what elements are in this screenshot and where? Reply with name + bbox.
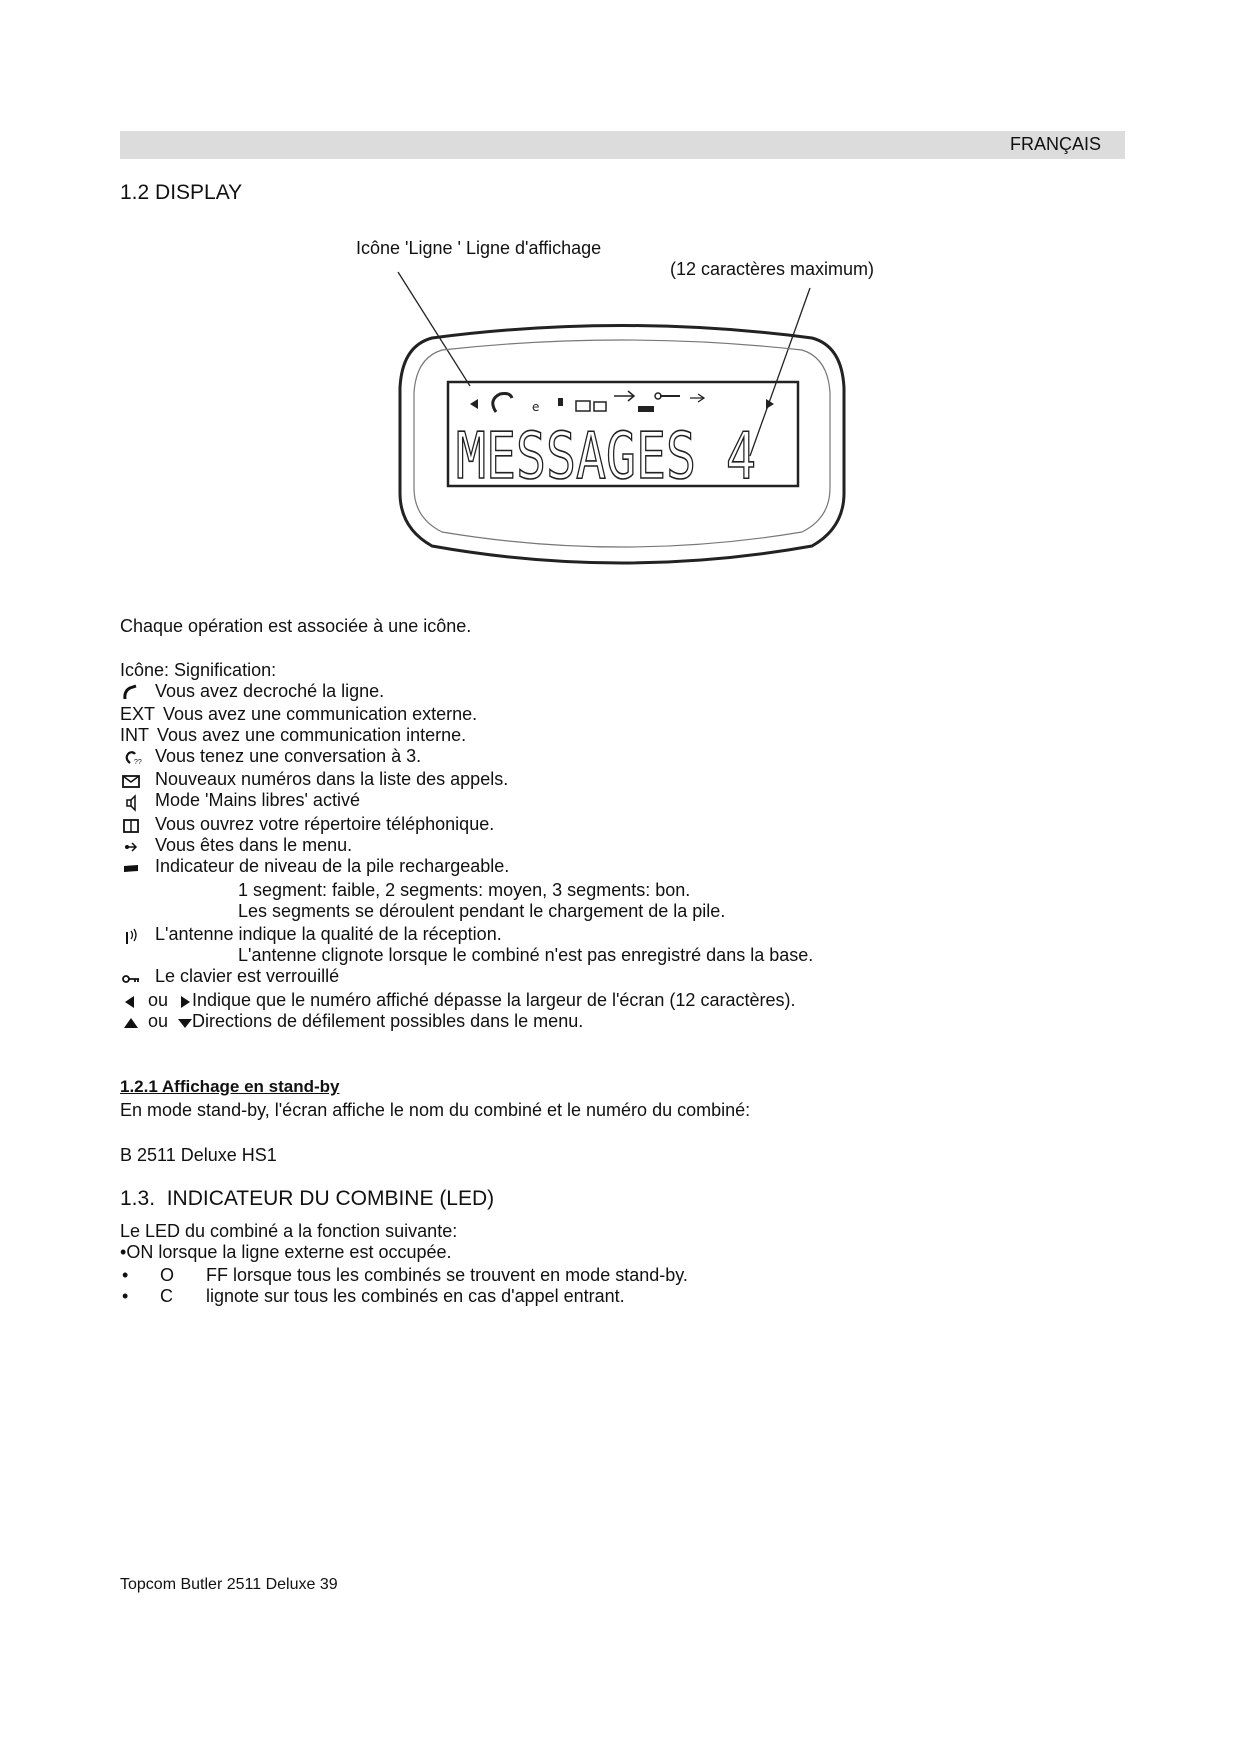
standby-text: En mode stand-by, l'écran affiche le nom du combiné et le numéro du combiné: [120,1100,751,1120]
bullet-mark: • [122,1286,129,1306]
led-bullet-text: ON lorsque la ligne externe est occupée. [126,1242,452,1262]
lcd-menu-arrow-icon [614,391,634,401]
int-label: INT [120,725,149,745]
section-title-display: 1.2 DISPLAY [120,181,243,204]
led-bullet-text: lignote sur tous les combinés en cas d'appel entrant. [206,1286,625,1306]
ou-text: ou [148,990,169,1010]
page-footer: Topcom Butler 2511 Deluxe 39 [120,1576,338,1593]
ou-text: ou [148,1011,169,1031]
lcd-text-line: MESSAGES 4 [456,420,756,494]
icon-meaning: Vous êtes dans le menu. [155,835,353,855]
left-arrow-icon [121,992,141,1012]
antenna-detail: L'antenne clignote lorsque le combiné n'est pas enregistré dans la base. [238,945,814,965]
intro-text: Chaque opération est associée à une icône. [120,616,472,636]
icon-meaning: Mode 'Mains libres' activé [155,790,360,810]
icon-meaning: L'antenne indique la qualité de la réception. [155,924,502,944]
language-header-bar [120,131,1125,159]
led-bullet-letter: O [160,1265,175,1285]
icon-heading: Icône: Signification: [120,660,277,680]
subsection-title-standby: 1.2.1 Affichage en stand-by [120,1077,340,1096]
conference-icon [121,748,141,768]
speaker-icon [121,792,141,812]
battery-detail: Les segments se déroulent pendant le chargement de la pile. [238,901,726,921]
down-arrow-icon [177,1013,193,1033]
led-bullet-letter: C [160,1286,173,1306]
section-title-led: 1.3. INDICATEUR DU COMBINE (LED) [120,1187,495,1210]
icon-meaning: Nouveaux numéros dans la liste des appels. [155,769,509,789]
bullet-mark: • [120,1242,127,1262]
svg-text:??: ?? [134,759,142,766]
arrows-lr-meaning: Indique que le numéro affiché dépasse la largeur de l'écran (12 caractères). [192,990,796,1010]
menu-arrow-icon [121,837,141,857]
lcd-right-arrow-icon [766,399,774,409]
right-arrow-icon [178,992,192,1012]
lcd-battery-icon [638,406,654,412]
icon-meaning: Le clavier est verrouillé [155,966,340,986]
diagram-label-max: (12 caractères maximum) [670,259,875,279]
antenna-icon [121,926,141,946]
lcd-left-arrow-icon [470,399,478,409]
lcd-envelope-icon [576,401,590,411]
envelope-icon [121,771,141,791]
led-bullet-text: FF lorsque tous les combinés se trouvent en mode stand-by. [206,1265,688,1285]
led-intro: Le LED du combiné a la fonction suivante: [120,1221,458,1241]
battery-icon [121,858,141,878]
lcd-book-icon [594,402,606,411]
icon-meaning: Vous avez decroché la ligne. [155,681,385,701]
battery-detail: 1 segment: faible, 2 segments: moyen, 3 segments: bon. [238,880,691,900]
handset-icon [121,683,141,703]
icon-meaning: Vous avez une communication externe. [163,704,478,724]
icon-meaning: Vous avez une communication interne. [157,725,467,745]
lcd-conference-icon [493,394,512,413]
svg-text:e: e [532,400,540,414]
book-icon [121,816,141,836]
diagram-label-icon-line: Icône 'Ligne ' Ligne d'affichage [356,238,602,258]
phone-display-diagram [392,318,852,578]
standby-example: B 2511 Deluxe HS1 [120,1145,277,1165]
language-label: FRANÇAIS [1009,134,1101,154]
lcd-antenna-icon [690,394,704,402]
icon-meaning: Vous tenez une conversation à 3. [155,746,422,766]
bullet-mark: • [122,1265,129,1285]
key-icon [121,968,141,988]
up-arrow-icon [121,1013,141,1033]
lcd-speaker-icon [558,398,563,406]
icon-meaning: Indicateur de niveau de la pile rechargeable. [155,856,510,876]
arrows-ud-meaning: Directions de défilement possibles dans le menu. [192,1011,584,1031]
icon-meaning: Vous ouvrez votre répertoire téléphonique. [155,814,495,834]
led-bullet [120,1242,452,1263]
ext-label: EXT [120,704,156,724]
